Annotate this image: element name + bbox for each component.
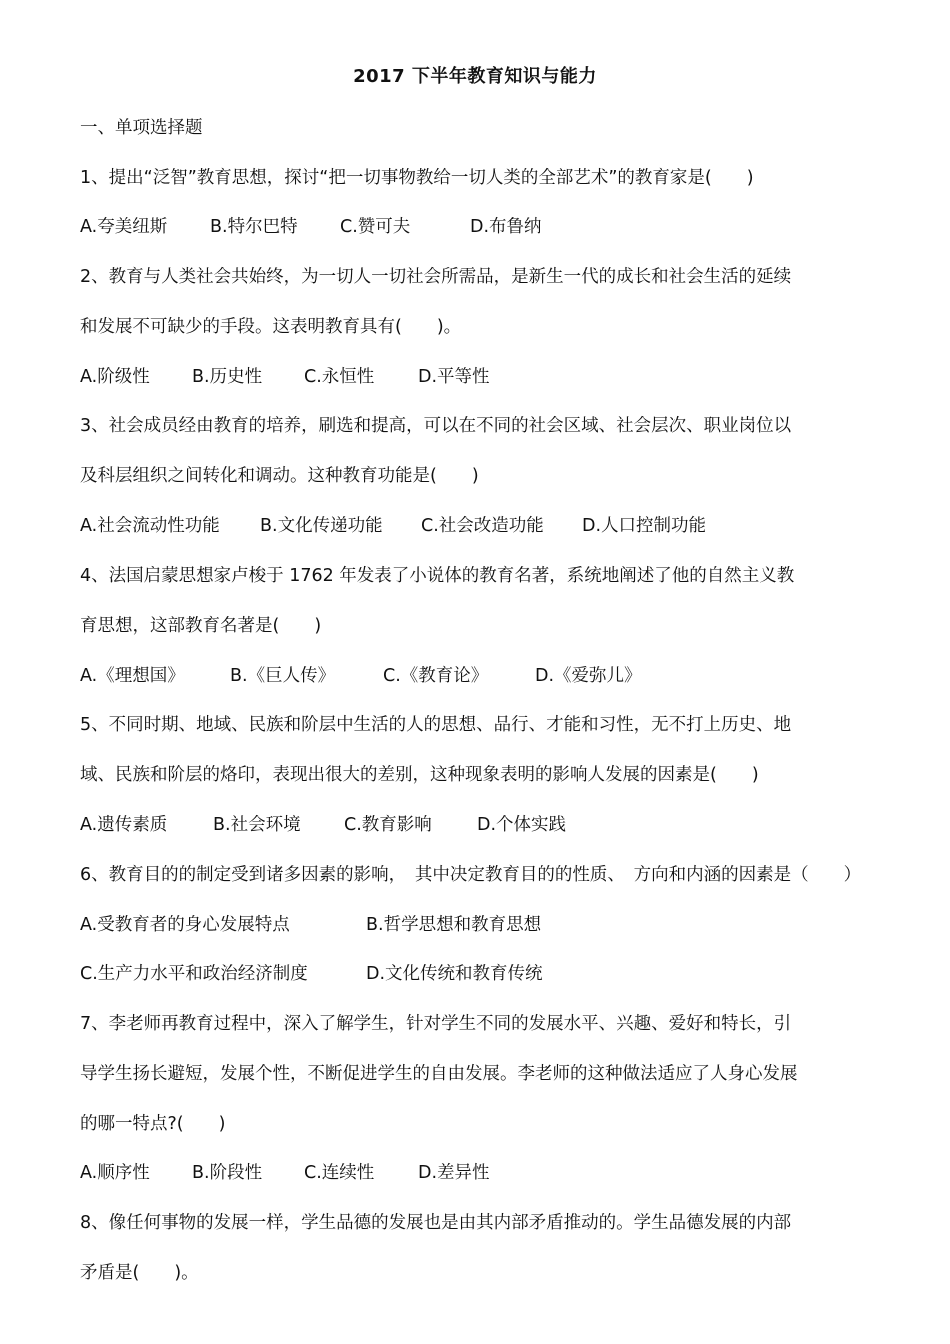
- answer-option: A.《理想国》: [80, 666, 185, 686]
- question-text-line: 的哪一特点?( ): [80, 1114, 226, 1134]
- question-text-line: 矛盾是( )。: [80, 1263, 199, 1283]
- question-text-line: 3、社会成员经由教育的培养，刷选和提高，可以在不同的社会区域、社会层次、职业岗位以: [80, 416, 792, 436]
- answer-option: A.阶级性: [80, 367, 150, 387]
- answer-option: D.差异性: [418, 1163, 490, 1183]
- answer-option: C.连续性: [304, 1163, 375, 1183]
- answer-option: C.社会改造功能: [421, 516, 544, 536]
- answer-option: B.特尔巴特: [210, 217, 298, 237]
- answer-option: A.夸美纽斯: [80, 217, 168, 237]
- question-text-line: 导学生扬长避短，发展个性，不断促进学生的自由发展。李老师的这种做法适应了人身心发展: [80, 1064, 798, 1084]
- section-heading: 一、单项选择题: [80, 118, 203, 138]
- answer-option: D.文化传统和教育传统: [366, 964, 543, 984]
- answer-option: A.社会流动性功能: [80, 516, 220, 536]
- answer-option: A.顺序性: [80, 1163, 150, 1183]
- answer-option: C.赞可夫: [340, 217, 411, 237]
- question-text-line: 1、提出“泛智”教育思想，探讨“把一切事物教给一切人类的全部艺术”的教育家是( ): [80, 168, 754, 188]
- answer-option: D.个体实践: [477, 815, 567, 835]
- question-text-line: 5、不同时期、地域、民族和阶层中生活的人的思想、品行、才能和习性，无不打上历史、地: [80, 715, 792, 735]
- document-title: 2017 下半年教育知识与能力: [353, 66, 597, 87]
- answer-option: D.人口控制功能: [582, 516, 707, 536]
- answer-option: A.受教育者的身心发展特点: [80, 915, 290, 935]
- answer-option: A.遗传素质: [80, 815, 168, 835]
- question-text-line: 2、教育与人类社会共始终，为一切人一切社会所需品，是新生一代的成长和社会生活的延续: [80, 267, 792, 287]
- answer-option: C.永恒性: [304, 367, 375, 387]
- answer-option: B.历史性: [192, 367, 263, 387]
- answer-option: C.《教育论》: [383, 666, 489, 686]
- question-text-line: 8、像任何事物的发展一样，学生品德的发展也是由其内部矛盾推动的。学生品德发展的内部: [80, 1213, 792, 1233]
- answer-option: B.阶段性: [192, 1163, 263, 1183]
- answer-option: B.《巨人传》: [230, 666, 336, 686]
- question-text-line: 6、教育目的的制定受到诸多因素的影响， 其中决定教育目的的性质、 方向和内涵的因素是（ ）: [80, 865, 862, 885]
- question-text-line: 4、法国启蒙思想家卢梭于 1762 年发表了小说体的教育名著，系统地阐述了他的自然主义教: [80, 566, 795, 586]
- answer-option: D.布鲁纳: [470, 217, 542, 237]
- answer-option: C.生产力水平和政治经济制度: [80, 964, 308, 984]
- answer-option: D.《爱弥儿》: [535, 666, 642, 686]
- question-text-line: 及科层组织之间转化和调动。这种教育功能是( ): [80, 466, 479, 486]
- answer-option: B.哲学思想和教育思想: [366, 915, 542, 935]
- question-text-line: 域、民族和阶层的烙印，表现出很大的差别，这种现象表明的影响人发展的因素是( ): [80, 765, 759, 785]
- question-text-line: 育思想，这部教育名著是( ): [80, 616, 322, 636]
- answer-option: B.文化传递功能: [260, 516, 383, 536]
- answer-option: D.平等性: [418, 367, 490, 387]
- question-text-line: 7、李老师再教育过程中，深入了解学生，针对学生不同的发展水平、兴趣、爱好和特长，引: [80, 1014, 792, 1034]
- answer-option: B.社会环境: [213, 815, 301, 835]
- answer-option: C.教育影响: [344, 815, 432, 835]
- question-text-line: 和发展不可缺少的手段。这表明教育具有( )。: [80, 317, 462, 337]
